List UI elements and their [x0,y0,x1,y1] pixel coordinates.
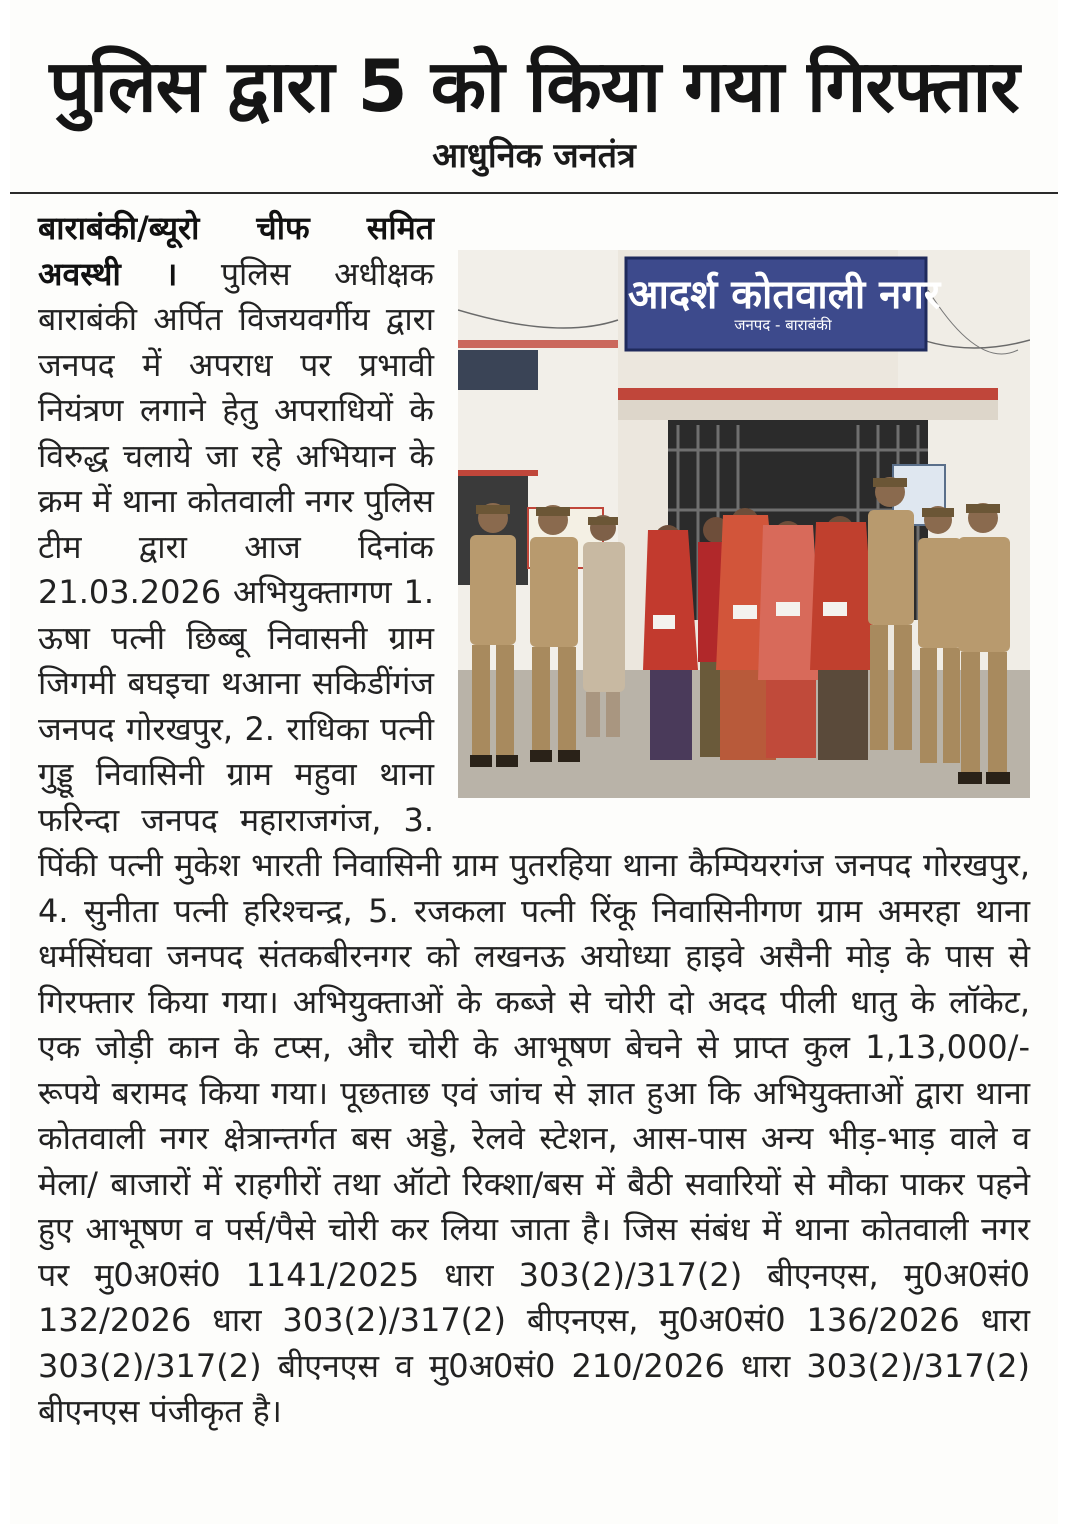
newspaper-clipping [10,0,1058,1524]
station-sign-text: आदर्श कोतवाली नगर [628,272,941,318]
divider-rule [10,192,1058,194]
dateline: बाराबंकी/ब्यूरो चीफ समित अवस्थी । [38,209,434,293]
article-text: पुलिस अधीक्षक बाराबंकी अर्पित विजयवर्गीय द्वारा जनपद में अपराध पर प्रभावी नियंत्रण लगाने हेतु अपराधियों के विरुद्ध चलाये जा रहे अभियान के क्रम में थाना कोतवाली नगर पुलिस टीम द्वारा आज दिनांक 21.03.2026 अभियुक्तागण 1. ऊषा पत्नी छिब्बू निवासनी ग्राम जिगमी बघइचा थआना सकिडींगंज जनपद गोरखपुर, 2. राधिका पत्नी गुड्डू निवासिनी ग्राम महुवा थाना फरिन्दा जनपद महाराजगंज, 3. पिंकी पत्नी मुकेश भारती निवासिनी ग्राम पुतरहिया थाना कैम्पियरगंज जनपद गोरखपुर, 4. सुनीता पत्नी हरिश्चन्द्र, 5. रजकला पत्नी रिंकू निवासिनीगण ग्राम अमरहा थाना धर्मसिंघवा जनपद संतकबीरनगर को लखनऊ अयोध्या हाइवे असैनी मोड़ के पास से गिरफ्तार किया गया। अभियुक्ताओं के कब्जे से चोरी दो अदद पीली धातु के लॉकेट, एक जोड़ी कान के टप्स, और चोरी के आभूषण बेचने से प्राप्त कुल 1,13,000/- रूपये बरामद किया गया। पूछताछ एवं जांच से ज्ञात हुआ कि अभियुक्ताओं द्वारा थाना कोतवाली नगर क्षेत्रान्तर्गत बस अड्डे, रेलवे स्टेशन, आस-पास अन्य भीड़-भाड़ वाले व मेला/ बाजारों में राहगीरों तथा ऑटो रिक्शा/बस में बैठी सवारियों से मौका पाकर पहने हुए आभूषण व पर्स/पैसे चोरी कर लिया जाता है। जिस संबंध में थाना कोतवाली नगर पर मु0अ0सं0 1141/2025 धारा 303(2)/317(2) बीएनएस, मु0अ0सं0 132/2026 धारा 303(2)/317(2) बीएनएस, मु0अ0सं0 136/2026 धारा 303(2)/317(2) बीएनएस व मु0अ0सं0 210/2026 धारा 303(2)/317(2) बीएनएस पंजीकृत है। [38,254,1030,1430]
article-photo [458,250,1030,798]
headline: पुलिस द्वारा 5 को किया गया गिरफ्तार [49,44,1019,128]
station-sign-subtext: जनपद - बाराबंकी [734,316,832,334]
article-body [38,206,1030,1435]
publication-name: आधुनिक जनतंत्र [432,136,636,176]
